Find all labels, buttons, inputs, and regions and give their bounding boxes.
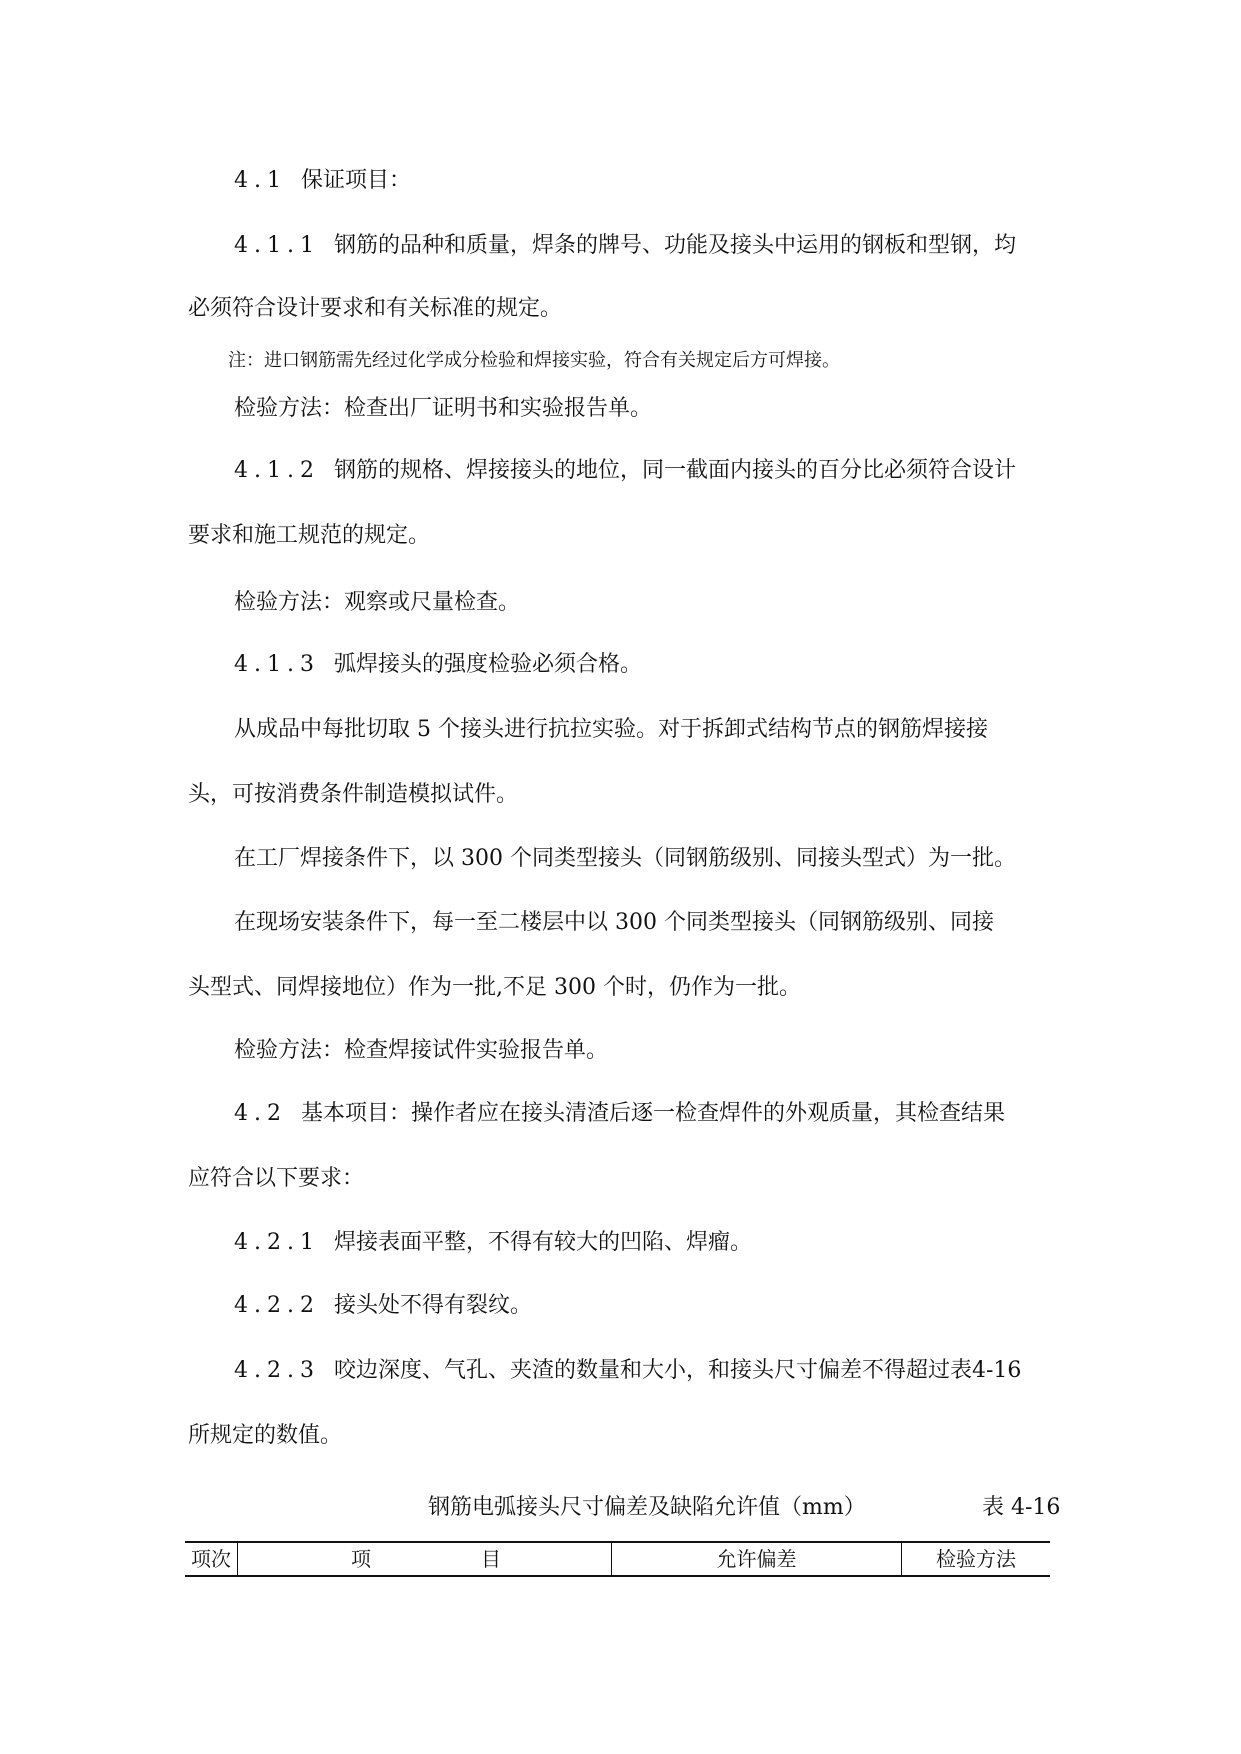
clause-4-2-3-continued: 所规定的数值。 bbox=[188, 1423, 343, 1448]
section-number: 4.1 bbox=[234, 168, 287, 193]
clause-4-1-2 bbox=[234, 456, 1016, 486]
sampling-paragraph: 从成品中每批切取 5 个接头进行抗拉实验。对于拆卸式结构节点的钢筋焊接接 bbox=[234, 717, 988, 742]
clause-4-2-2 bbox=[234, 1291, 532, 1321]
clause-4-1-3 bbox=[234, 650, 642, 680]
section-text: 保证项目： bbox=[301, 168, 412, 193]
section-4-2-continued: 应符合以下要求： bbox=[188, 1166, 365, 1191]
clause-number: 4.1.3 bbox=[234, 652, 320, 677]
section-4-2 bbox=[234, 1099, 1005, 1129]
header-inspection-method: 检验方法 bbox=[936, 1547, 1016, 1571]
header-item-char-2: 目 bbox=[481, 1547, 501, 1571]
tolerance-table bbox=[185, 1541, 1050, 1577]
clause-number: 4.2.3 bbox=[234, 1358, 320, 1383]
clause-4-2-3 bbox=[234, 1356, 1021, 1386]
clause-number: 4.1.2 bbox=[234, 458, 320, 483]
clause-text: 焊接表面平整，不得有较大的凹陷、焊瘤。 bbox=[333, 1230, 752, 1255]
header-item-char-1: 项 bbox=[351, 1547, 371, 1571]
clause-text: 钢筋的品种和质量，焊条的牌号、功能及接头中运用的钢板和型钢，均 bbox=[333, 233, 1016, 258]
clause-4-1-1 bbox=[234, 231, 1016, 261]
inspection-method-2: 检验方法：观察或尺量检查。 bbox=[234, 590, 521, 615]
factory-batch-paragraph: 在工厂焊接条件下，以 300 个同类型接头（同钢筋级别、同接头型式）为一批。 bbox=[234, 846, 1016, 871]
clause-4-1-2-continued: 要求和施工规范的规定。 bbox=[188, 523, 431, 548]
site-batch-paragraph: 在现场安装条件下，每一至二楼层中以 300 个同类型接头（同钢筋级别、同接 bbox=[234, 910, 994, 935]
clause-text: 钢筋的规格、焊接接头的地位，同一截面内接头的百分比必须符合设计 bbox=[333, 458, 1016, 483]
table-title: 钢筋电弧接头尺寸偏差及缺陷允许值（mm） bbox=[428, 1495, 866, 1520]
table-number: 表 4-16 bbox=[982, 1495, 1061, 1520]
clause-text: 咬边深度、气孔、夹渣的数量和大小，和接头尺寸偏差不得超过表4-16 bbox=[333, 1358, 1022, 1383]
inspection-method-1: 检验方法：检查出厂证明书和实验报告单。 bbox=[234, 396, 653, 421]
clause-number: 4.2.1 bbox=[234, 1230, 320, 1255]
import-note: 注：进口钢筋需先经过化学成分检验和焊接实验，符合有关规定后方可焊接。 bbox=[228, 350, 840, 371]
clause-text: 接头处不得有裂纹。 bbox=[333, 1293, 532, 1318]
header-item-no: 项次 bbox=[185, 1543, 238, 1575]
sampling-paragraph-continued: 头，可按消费条件制造模拟试件。 bbox=[188, 782, 519, 807]
clause-number: 4.2.2 bbox=[234, 1293, 320, 1318]
section-number: 4.2 bbox=[234, 1101, 287, 1126]
header-allowable-deviation: 允许偏差 bbox=[612, 1543, 902, 1575]
clause-4-2-1 bbox=[234, 1228, 752, 1258]
clause-number: 4.1.1 bbox=[234, 233, 320, 258]
site-batch-paragraph-continued: 头型式、同焊接地位）作为一批,不足 300 个时，仍作为一批。 bbox=[188, 975, 801, 1000]
section-4-1 bbox=[234, 166, 411, 196]
section-text: 基本项目：操作者应在接头清渣后逐一检查焊件的外观质量，其检查结果 bbox=[301, 1101, 1006, 1126]
header-item bbox=[238, 1543, 612, 1575]
clause-4-1-1-continued: 必须符合设计要求和有关标准的规定。 bbox=[188, 296, 563, 321]
inspection-method-3: 检验方法：检查焊接试件实验报告单。 bbox=[234, 1038, 609, 1063]
clause-text: 弧焊接头的强度检验必须合格。 bbox=[333, 652, 642, 677]
